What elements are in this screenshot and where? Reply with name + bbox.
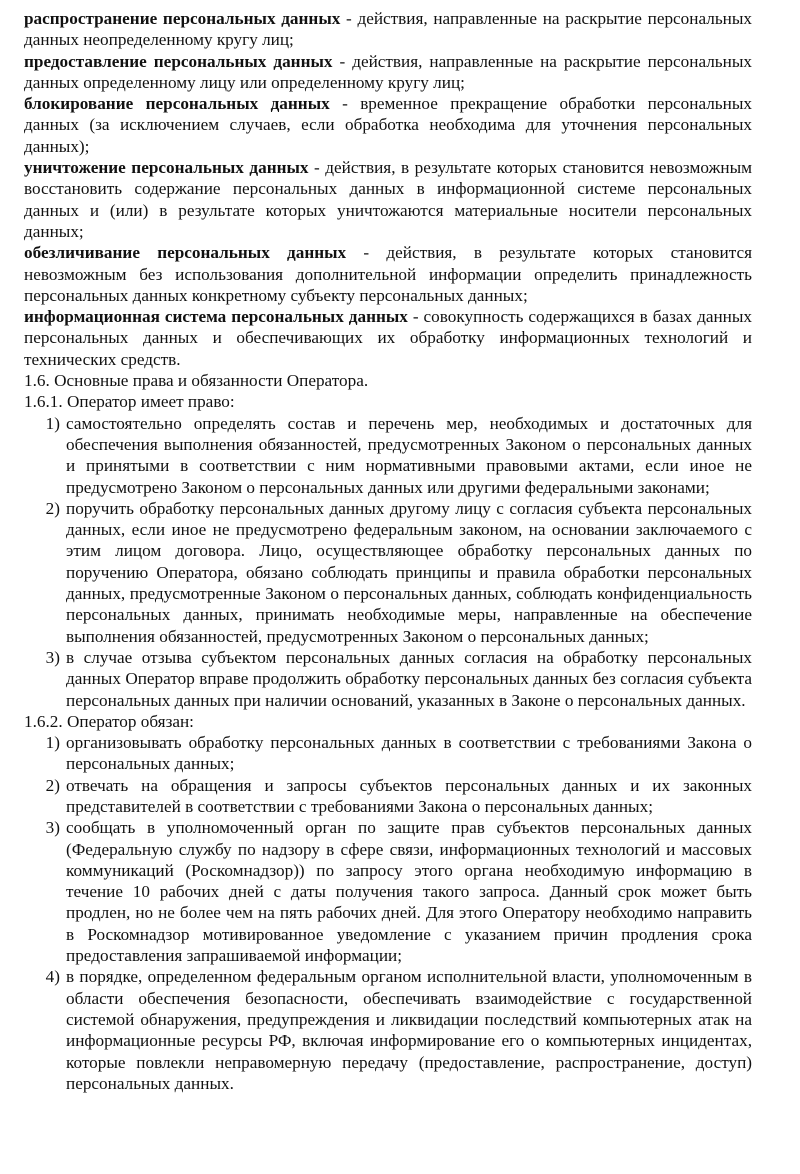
definition-paragraph xyxy=(24,306,752,370)
list-item-number: 3) xyxy=(45,818,60,838)
section-heading-1-6-1: 1.6.1. Оператор имеет право: xyxy=(24,392,235,412)
definition-term: предоставление персональных данных xyxy=(24,51,333,71)
definition-paragraph xyxy=(24,51,752,94)
section-heading-1-6-2: 1.6.2. Оператор обязан: xyxy=(24,711,194,731)
duties-list xyxy=(24,732,752,1094)
definition-text: - действия, в результате которых становится невозможным восстановить содержание персональных данных в информационной системе персональных данных и (или) в результате которых уничтожаются материальные носители персональных данных; xyxy=(24,158,752,241)
definition-text: - действия, направленные на раскрытие персональных данных определенному лицу или определенному кругу лиц; xyxy=(24,51,752,92)
list-item-text: поручить обработку персональных данных другому лицу с согласия субъекта персональных данных, если иное не предусмотрено федеральным законом, на основании заключаемого с этим лицом договора. Лицо, осуществляющее обработку персональных данных по поручению Оператора, обязано соблюдать принципы и правила обработки персональных данных, предусмотренные Законом о персональных данных, соблюдать конфиденциальность персональных данных, принимать необходимые меры, направленные на обеспечение выполнения обязанностей, предусмотренных Законом о персональных данных; xyxy=(66,498,752,646)
definition-paragraph xyxy=(24,242,752,306)
definition-term: обезличивание персональных данных xyxy=(24,243,347,263)
list-item xyxy=(24,775,752,818)
definition-term: блокирование персональных данных xyxy=(24,94,330,114)
list-item-text: самостоятельно определять состав и перечень мер, необходимых и достаточных для обеспечения выполнения обязанностей, предусмотренных Законом о персональных данных и принятыми в соответствии с ним нормативными правовыми актами, если иное не предусмотрено Законом о персональных данных или другими федеральными законами; xyxy=(66,413,752,497)
rights-list xyxy=(24,413,752,711)
list-item-text: в случае отзыва субъектом персональных данных согласия на обработку персональных данных Оператор вправе продолжить обработку персональных данных без согласия субъекта персональных данных при наличии оснований, указанных в Законе о персональных данных. xyxy=(66,647,752,710)
list-item-text: организовывать обработку персональных данных в соответствии с требованиями Закона о персональных данных; xyxy=(66,733,752,774)
definition-text: - совокупность содержащихся в базах данных персональных данных и обеспечивающих их обработку информационных технологий и технических средств. xyxy=(24,307,752,369)
definition-paragraph xyxy=(24,157,752,242)
list-item xyxy=(24,498,752,647)
definition-term: информационная система персональных данных xyxy=(24,307,408,327)
list-item-number: 1) xyxy=(45,733,60,753)
definition-text: - временное прекращение обработки персональных данных (за исключением случаев, если обработка необходима для уточнения персональных данных); xyxy=(24,94,752,156)
list-item-text: отвечать на обращения и запросы субъектов персональных данных и их законных представителей в соответствии с требованиями Закона о персональных данных; xyxy=(66,775,752,816)
section-heading-1-6: 1.6. Основные права и обязанности Оператора. xyxy=(24,371,369,391)
list-item-text: сообщать в уполномоченный орган по защите прав субъектов персональных данных (Федеральную службу по надзору в сфере связи, информационных технологий и массовых коммуникаций (Роскомнадзор)) по запросу этого органа необходимую информацию в течение 10 рабочих дней с даты получения такого запроса. Данный срок может быть продлен, но не более чем на пять рабочих дней. Для этого Оператору необходимо направить в Роскомнадзор мотивированное уведомление с указанием причин продления срока предоставления запрашиваемой информации; xyxy=(66,818,752,966)
list-item xyxy=(24,413,752,498)
list-item-number: 4) xyxy=(45,967,60,987)
definition-paragraph xyxy=(24,93,752,157)
definition-term: уничтожение персональных данных xyxy=(24,158,309,178)
list-item xyxy=(24,647,752,711)
list-item-number: 1) xyxy=(45,413,60,433)
list-item-number: 2) xyxy=(45,498,60,518)
list-item xyxy=(24,732,752,775)
list-item xyxy=(24,817,752,966)
definition-term: распространение персональных данных xyxy=(24,9,341,28)
definition-text: - действия, направленные на раскрытие персональных данных неопределенному кругу лиц; xyxy=(24,9,753,50)
list-item xyxy=(24,966,752,1094)
list-item-number: 2) xyxy=(45,775,60,795)
definition-paragraph xyxy=(24,8,752,51)
list-item-number: 3) xyxy=(45,647,60,667)
list-item-text: в порядке, определенном федеральным органом исполнительной власти, уполномоченным в области обеспечения безопасности, обеспечивать взаимодействие с государственной системой обнаружения, предупреждения и ликвидации последствий компьютерных атак на информационные ресурсы РФ, включая информирование его о компьютерных инцидентах, которые повлекли неправомерную передачу (предоставление, распространение, доступ) персональных данных. xyxy=(66,967,752,1093)
definition-text: - действия, в результате которых становится невозможным без использования дополнительной информации определить принадлежность персональных данных конкретному субъекту персональных данных; xyxy=(24,243,752,305)
